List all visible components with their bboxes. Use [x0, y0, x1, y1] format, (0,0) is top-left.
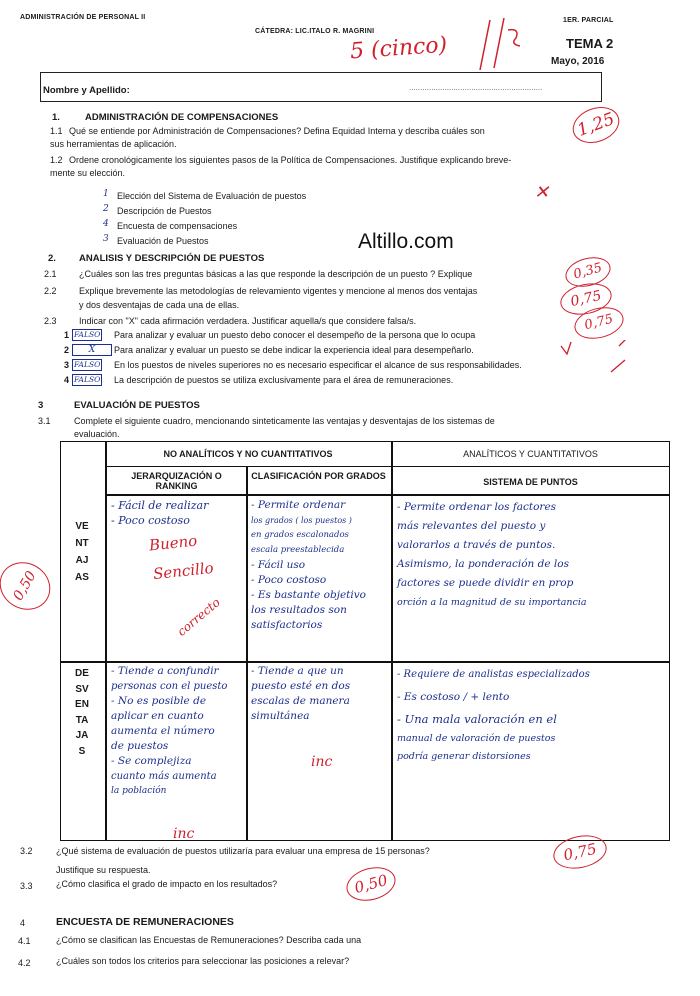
- statement-mark: X: [72, 344, 112, 356]
- q3-1-number: 3.1: [38, 416, 51, 426]
- order-number: 2: [103, 204, 109, 214]
- q2-1-number: 2.1: [44, 269, 57, 279]
- answer-line: más relevantes del puesto y: [397, 520, 546, 532]
- answer-line: - Tiende a confundir: [111, 665, 219, 677]
- answer-line: factores se puede dividir en prop: [397, 577, 574, 589]
- q1-1-number: 1.1: [50, 126, 63, 136]
- answer-line: - Fácil uso: [251, 559, 306, 571]
- answer-line: - Es bastante objetivo: [251, 589, 367, 601]
- q3-2-text-b: Justifique su respuesta.: [56, 865, 151, 875]
- q3-1-text-b: evaluación.: [74, 429, 120, 439]
- answer-line: cuanto más aumenta: [111, 771, 217, 782]
- q2-2-text-a: Explique brevemente las metodologías de relevamiento vigentes y mencione al menos dos ventajas: [79, 286, 478, 296]
- answer-line: puesto esté en dos: [251, 680, 351, 692]
- exam-date: Mayo, 2016: [551, 56, 605, 67]
- q1-1-text-b: sus herramientas de aplicación.: [50, 139, 177, 149]
- q1-1-grade: 1,25: [568, 101, 625, 149]
- answer-line: manual de valoración de puestos: [397, 733, 556, 744]
- statement-mark: FALSO: [74, 330, 101, 339]
- q2-2-number: 2.2: [44, 286, 57, 296]
- final-score: 5 (cinco): [349, 32, 449, 65]
- section1-number: 1.: [52, 112, 60, 123]
- q3-1-text-a: Complete el siguiente cuadro, mencionando sinteticamente las ventajas y desventajas de los sistemas de: [74, 416, 495, 426]
- order-text: Descripción de Puestos: [117, 206, 212, 216]
- order-text: Encuesta de compensaciones: [117, 221, 238, 231]
- answer-line: valorarlos a través de puntos.: [397, 539, 556, 551]
- cell-desventajas-ranking: [111, 664, 245, 799]
- q1-2-text-a: Ordene cronológicamente los siguientes pasos de la Política de Compensaciones. Justifique explicando breve-: [69, 155, 512, 165]
- name-box: [40, 72, 602, 102]
- q1-2-number: 1.2: [50, 155, 63, 165]
- q4-1-number: 4.1: [18, 936, 31, 946]
- answer-line: - Es costoso / + lento: [397, 691, 510, 703]
- answer-line: - Fácil de realizar: [111, 499, 209, 512]
- section2-title: ANALISIS Y DESCRIPCIÓN DE PUESTOS: [79, 253, 265, 264]
- q3-2-text: ¿Qué sistema de evaluación de puestos utilizaría para evaluar una empresa de 15 personas?: [56, 846, 430, 856]
- order-number: 1: [103, 189, 109, 199]
- cell-ventajas-grades: [251, 498, 391, 633]
- name-label: Nombre y Apellido:: [43, 85, 130, 96]
- answer-line: simultánea: [251, 710, 310, 722]
- cell-ventajas-points: [397, 498, 667, 612]
- statement-number: 3: [64, 360, 70, 370]
- answer-line: - No es posible de: [111, 695, 207, 707]
- q2-1-text: ¿Cuáles son las tres preguntas básicas a las que responde la descripción de un puesto ? Explique: [79, 269, 473, 279]
- chair-name: CÁTEDRA: LIC.ITALO R. MAGRINI: [255, 28, 375, 35]
- q2-3-grade: 0,75: [571, 302, 627, 343]
- statement-number: 2: [64, 345, 70, 355]
- order-number: 3: [103, 234, 109, 244]
- section3-number: 3: [38, 400, 44, 411]
- q2-3-number: 2.3: [44, 316, 57, 326]
- statement-text: En los puestos de niveles superiores no es necesario especificar el alcance de sus responsabilidades.: [114, 360, 522, 370]
- statement-checkmarks: [555, 340, 645, 390]
- q4-1-text: ¿Cómo se clasifican las Encuestas de Remuneraciones? Describa cada una: [56, 935, 362, 945]
- section3-title: EVALUACIÓN DE PUESTOS: [74, 400, 200, 411]
- q2-2-grade: 0,75: [557, 279, 614, 319]
- teacher-note: Sencillo: [152, 558, 215, 584]
- order-text: Evaluación de Puestos: [117, 236, 209, 246]
- answer-line: - Permite ordenar: [251, 499, 346, 511]
- answer-line: Asimismo, la ponderación de los: [397, 558, 569, 570]
- answer-line: - Requiere de analistas especializados: [397, 669, 590, 680]
- teacher-note: inc: [311, 754, 333, 770]
- group-no-analytic: NO ANALÍTICOS Y NO CUANTITATIVOS: [163, 449, 333, 459]
- order-text: Elección del Sistema de Evaluación de puestos: [117, 191, 307, 201]
- answer-line: podría generar distorsiones: [397, 751, 531, 762]
- answer-line: de puestos: [111, 740, 169, 752]
- answer-line: satisfactorios: [251, 619, 323, 631]
- section4-title: ENCUESTA DE REMUNERACIONES: [56, 916, 234, 928]
- statement-mark: FALSO: [74, 360, 101, 369]
- col-ranking: JERARQUIZACIÓN O RANKING: [131, 471, 222, 491]
- q3-2-number: 3.2: [20, 846, 33, 856]
- answer-line: aumenta el número: [111, 725, 215, 737]
- col-grades: CLASIFICACIÓN POR GRADOS: [251, 471, 386, 481]
- table-grade: 0,50: [0, 553, 59, 619]
- cell-ventajas-ranking: [111, 498, 245, 528]
- q2-2-text-b: y dos desventajas de cada una de ellas.: [79, 300, 240, 310]
- answer-line: - Tiende a que un: [251, 665, 344, 677]
- answer-line: aplicar en cuanto: [111, 710, 204, 722]
- answer-line: los grados ( los puestos ): [251, 516, 352, 525]
- answer-line: - Una mala valoración en el: [397, 712, 557, 726]
- order-number: 4: [103, 219, 109, 229]
- q3-3-number: 3.3: [20, 881, 33, 891]
- teacher-note: inc: [173, 826, 195, 842]
- teacher-note: correcto: [174, 595, 223, 639]
- cell-desventajas-grades: [251, 664, 391, 724]
- answer-line: personas con el puesto: [111, 681, 228, 692]
- answer-line: en grados escalonados: [251, 530, 349, 540]
- answer-line: - Permite ordenar los factores: [397, 501, 557, 513]
- cell-desventajas-points: [397, 664, 667, 766]
- q2-3-text: Indicar con "X" cada afirmación verdadera. Justificar aquella/s que considere falsa/s.: [79, 316, 417, 326]
- answer-line: la población: [111, 786, 167, 796]
- statement-text: Para analizar y evaluar un puesto debo conocer el desempeño de la persona que lo ocupa: [114, 330, 476, 340]
- section2-number: 2.: [48, 253, 56, 264]
- answer-line: - Poco costoso: [251, 574, 327, 586]
- q3-3-text: ¿Cómo clasifica el grado de impacto en los resultados?: [56, 879, 278, 889]
- topic-label: TEMA 2: [566, 36, 614, 51]
- course-title: ADMINISTRACIÓN DE PERSONAL II: [20, 14, 146, 21]
- statement-mark: FALSO: [74, 375, 101, 384]
- answer-line: - Poco costoso: [111, 514, 190, 527]
- answer-line: orción a la magnitud de su importancia: [397, 597, 587, 608]
- statement-text: Para analizar y evaluar un puesto se debe indicar la experiencia ideal para desempeñarlo.: [114, 345, 474, 355]
- watermark: Altillo.com: [358, 230, 454, 253]
- evaluation-table: [60, 441, 670, 841]
- exam-label: 1ER. PARCIAL: [563, 17, 614, 24]
- section4-number: 4: [20, 918, 26, 928]
- q2-1-grade: 0,35: [562, 253, 614, 292]
- q4-2-number: 4.2: [18, 958, 31, 968]
- col-points: SISTEMA DE PUNTOS: [483, 477, 578, 487]
- statement-number: 1: [64, 330, 70, 340]
- answer-line: los resultados son: [251, 604, 347, 616]
- row-desventajas: DESVENTAJAS: [75, 668, 89, 757]
- answer-line: - Se complejiza: [111, 755, 192, 767]
- teacher-note: Bueno: [148, 531, 199, 555]
- q1-2-text-b: mente su elección.: [50, 168, 126, 178]
- q4-2-text: ¿Cuáles son todos los criterios para seleccionar las posiciones a relevar?: [56, 956, 350, 966]
- answer-line: escala preestablecida: [251, 545, 345, 555]
- group-analytic: ANALÍTICOS Y CUANTITATIVOS: [463, 449, 598, 459]
- section1-title: ADMINISTRACIÓN DE COMPENSACIONES: [85, 112, 279, 123]
- name-field: ............................................................: [409, 83, 543, 92]
- answer-line: escalas de manera: [251, 695, 350, 707]
- q1-2-wrong-mark: ✕: [534, 182, 550, 203]
- q3-3-grade: 0,50: [343, 862, 400, 906]
- q3-2-grade: 0,75: [550, 831, 609, 874]
- statement-text: La descripción de puestos se utiliza exclusivamente para el área de remuneraciones.: [114, 375, 454, 385]
- score-marks: [460, 10, 530, 80]
- q1-1-text-a: Qué se entiende por Administración de Compensaciones? Defina Equidad Interna y describa cuáles son: [69, 126, 485, 136]
- statement-number: 4: [64, 375, 70, 385]
- row-ventajas: VENTAJAS: [75, 521, 89, 583]
